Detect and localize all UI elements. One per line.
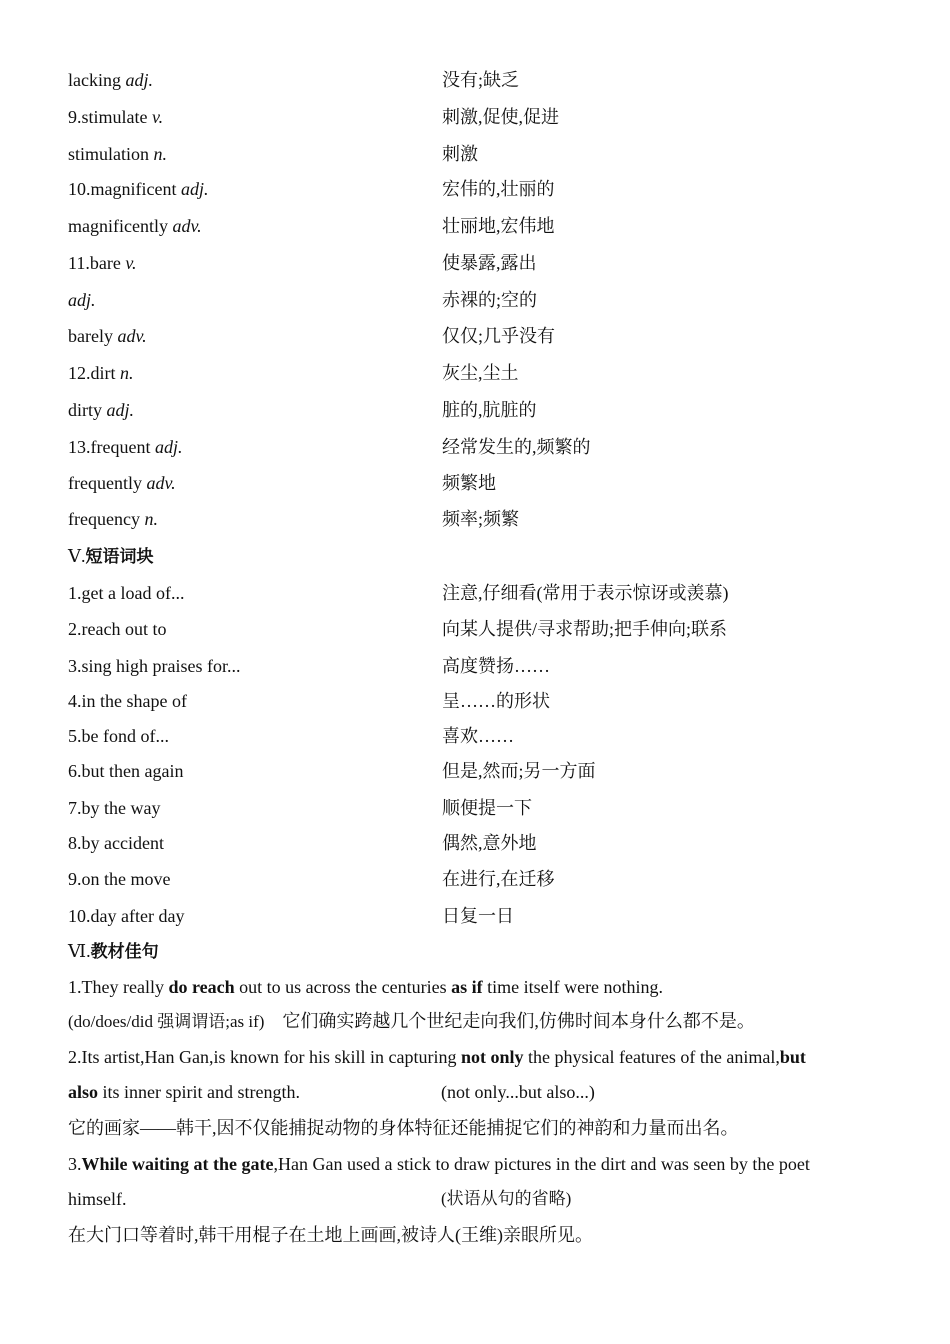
- vocab-word: stimulation n.: [68, 144, 167, 164]
- vocab-meaning: 经常发生的,频繁的: [442, 437, 591, 457]
- phrase-en: 6.but then again: [68, 761, 184, 781]
- phrase-row: [68, 651, 888, 681]
- phrase-en: 5.be fond of...: [68, 726, 169, 746]
- vocab-word: 10.magnificent adj.: [68, 179, 209, 199]
- vocab-row: [68, 174, 888, 204]
- phrase-zh: 注意,仔细看(常用于表示惊讶或羡慕): [442, 583, 729, 603]
- section-title: 教材佳句: [90, 942, 159, 962]
- sentence-1: 1.They really do reach out to us across the centuries as if time itself were nothing.: [68, 977, 664, 997]
- phrase-en: 1.get a load of...: [68, 583, 185, 603]
- phrase-zh: 呈……的形状: [442, 691, 550, 711]
- vocab-word: 13.frequent adj.: [68, 437, 183, 457]
- grammar-note: (do/does/did 强调谓语;as if): [68, 1012, 265, 1031]
- phrase-zh: 在进行,在迁移: [442, 869, 555, 889]
- vocab-row: [68, 211, 888, 241]
- vocab-meaning: 仅仅;几乎没有: [442, 326, 556, 346]
- sentence-2: 2.Its artist,Han Gan,is known for his skill in capturing not only the physical features of the animal,but: [68, 1047, 806, 1067]
- vocab-word: adj.: [68, 290, 96, 310]
- section-numeral: Ⅵ.: [68, 941, 91, 961]
- sentence-3-cont: himself. (状语从句的省略): [68, 1184, 868, 1214]
- section-numeral: Ⅴ.: [68, 546, 86, 566]
- phrase-zh: 日复一日: [442, 906, 514, 926]
- vocab-row: [68, 432, 888, 462]
- phrase-zh: 向某人提供/寻求帮助;把手伸向;联系: [442, 619, 728, 639]
- sentence-3-translation: 在大门口等着时,韩干用棍子在土地上画画,被诗人(王维)亲眼所见。: [68, 1225, 593, 1245]
- phrase-row: [68, 864, 888, 894]
- vocab-word: 11.bare v.: [68, 253, 137, 273]
- grammar-note: (not only...but also...): [441, 1082, 595, 1102]
- vocab-word: 12.dirt n.: [68, 363, 134, 383]
- vocab-meaning: 脏的,肮脏的: [442, 400, 537, 420]
- vocab-row: [68, 468, 888, 498]
- translation: 它们确实跨越几个世纪走向我们,仿佛时间本身什么都不是。: [282, 1011, 755, 1031]
- phrase-row: [68, 901, 888, 931]
- grammar-note: (状语从句的省略): [441, 1189, 572, 1208]
- phrase-zh: 但是,然而;另一方面: [442, 761, 596, 781]
- vocab-word: barely adv.: [68, 326, 147, 346]
- phrase-zh: 喜欢……: [442, 726, 514, 746]
- vocab-meaning: 频繁地: [442, 473, 496, 493]
- vocab-meaning: 宏伟的,壮丽的: [442, 179, 555, 199]
- sentence-1-note-translation: [68, 1006, 868, 1036]
- section-title: 短语词块: [85, 547, 154, 567]
- phrase-zh: 顺便提一下: [442, 798, 532, 818]
- sentence-2-translation: 它的画家——韩干,因不仅能捕捉动物的身体特征还能捕捉它们的神韵和力量而出名。: [68, 1118, 739, 1138]
- phrase-row: [68, 578, 888, 608]
- vocab-meaning: 频率;频繁: [442, 509, 520, 529]
- vocab-word: 9.stimulate v.: [68, 107, 164, 127]
- phrase-en: 8.by accident: [68, 833, 164, 853]
- vocab-word: frequency n.: [68, 509, 158, 529]
- phrase-en: 2.reach out to: [68, 619, 167, 639]
- vocab-row: [68, 358, 888, 388]
- phrase-en: 3.sing high praises for...: [68, 656, 241, 676]
- phrase-row: [68, 756, 888, 786]
- phrase-en: 10.day after day: [68, 906, 185, 926]
- vocab-meaning: 刺激: [442, 144, 478, 164]
- vocab-word: lacking adj.: [68, 70, 153, 90]
- vocab-row: [68, 65, 888, 95]
- vocab-meaning: 刺激,促使,促进: [442, 107, 559, 127]
- vocab-meaning: 没有;缺乏: [442, 70, 520, 90]
- phrase-row: [68, 793, 888, 823]
- phrase-en: 4.in the shape of: [68, 691, 187, 711]
- phrase-row: [68, 828, 888, 858]
- vocab-meaning: 灰尘,尘土: [442, 363, 519, 383]
- phrase-zh: 偶然,意外地: [442, 833, 537, 853]
- vocab-word: dirty adj.: [68, 400, 135, 420]
- phrase-en: 9.on the move: [68, 869, 171, 889]
- vocab-row: [68, 321, 888, 351]
- phrase-row: [68, 614, 888, 644]
- vocab-meaning: 使暴露,露出: [442, 253, 537, 273]
- phrase-en: 7.by the way: [68, 798, 161, 818]
- section-heading-sentences: [68, 936, 159, 966]
- vocab-row: [68, 139, 888, 169]
- vocab-row: [68, 285, 888, 315]
- vocab-meaning: 壮丽地,宏伟地: [442, 216, 555, 236]
- section-heading-phrases: [68, 541, 154, 571]
- phrase-row: [68, 686, 888, 716]
- vocab-row: [68, 395, 888, 425]
- phrase-zh: 高度赞扬……: [442, 656, 550, 676]
- vocab-row: [68, 102, 888, 132]
- vocab-meaning: 赤裸的;空的: [442, 290, 538, 310]
- vocab-word: frequently adv.: [68, 473, 176, 493]
- sentence-2-cont: also its inner spirit and strength. (not only...but also...): [68, 1077, 868, 1107]
- vocab-row: [68, 248, 888, 278]
- sentence-3: 3.While waiting at the gate,Han Gan used a stick to draw pictures in the dirt and was seen by the poet: [68, 1154, 810, 1174]
- vocab-word: magnificently adv.: [68, 216, 202, 236]
- vocab-row: [68, 504, 888, 534]
- phrase-row: [68, 721, 888, 751]
